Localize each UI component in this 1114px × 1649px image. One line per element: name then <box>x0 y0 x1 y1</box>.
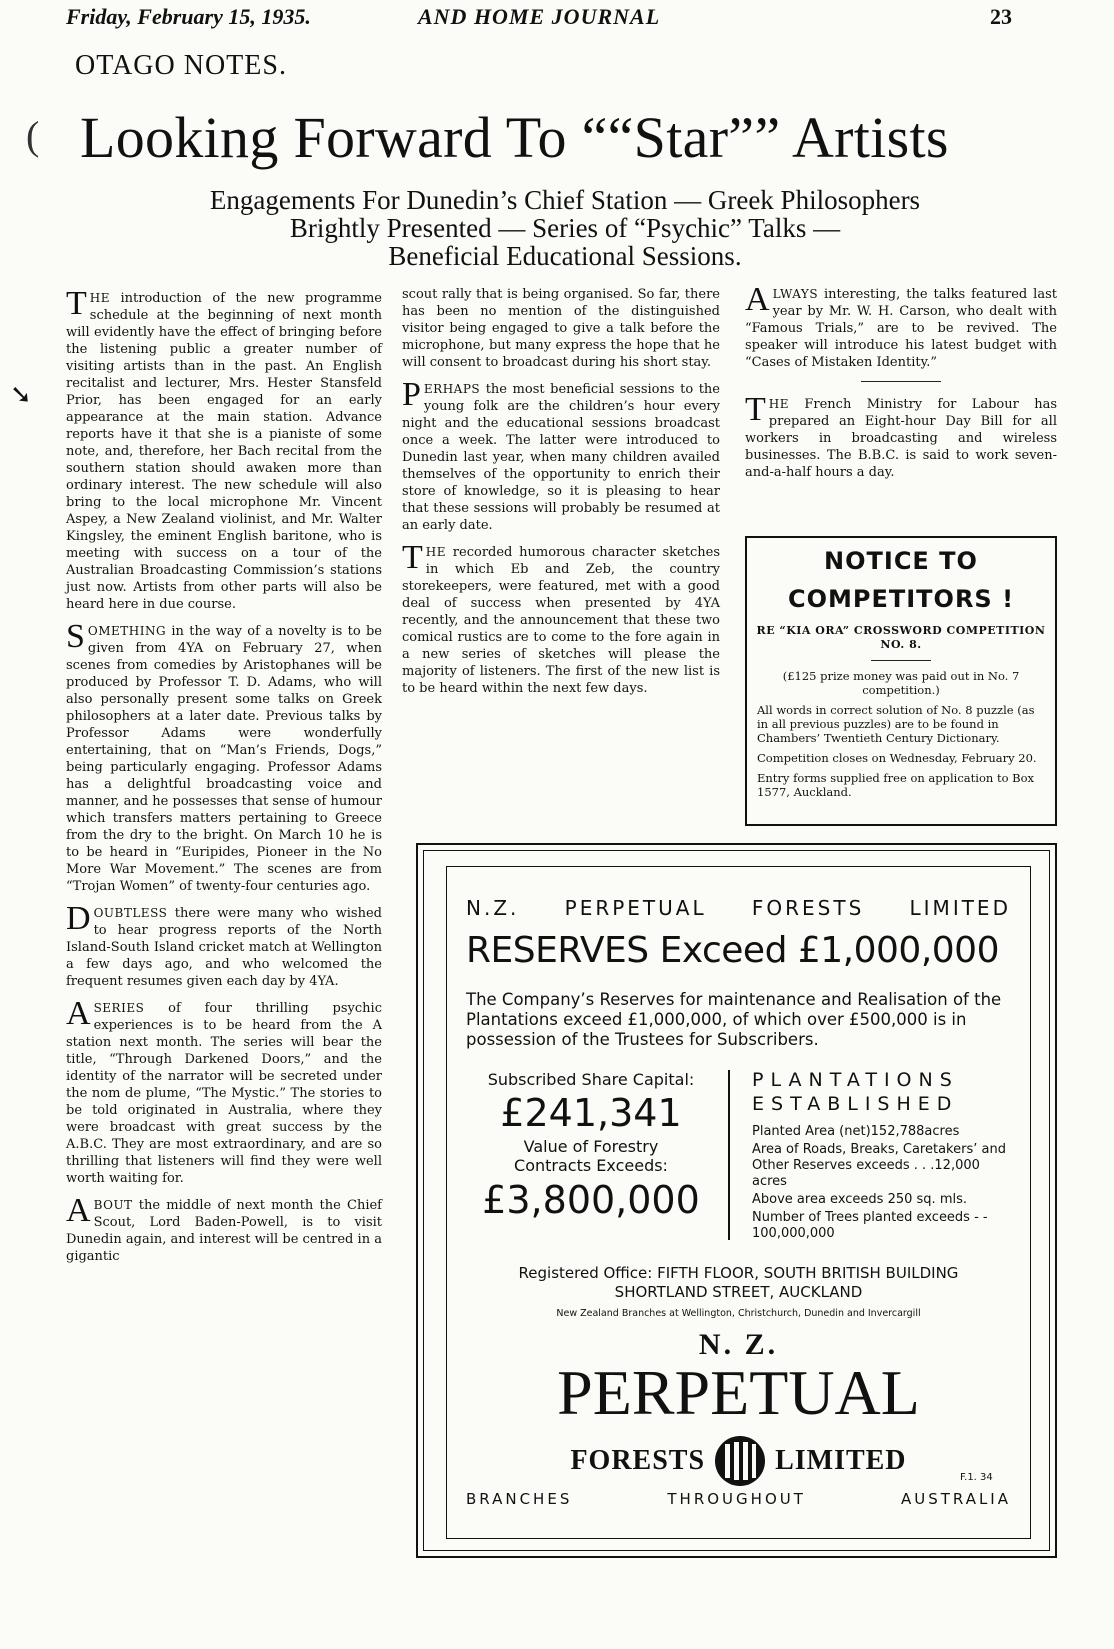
logo-nz: N. Z. <box>698 1328 779 1361</box>
ad-australia-word: AUSTRALIA <box>900 1490 1011 1508</box>
lead-word: HE <box>425 545 447 559</box>
drop-cap: A <box>66 995 91 1032</box>
ad-contracts-value: £3,800,000 <box>482 1178 700 1222</box>
lead-word: LWAYS <box>772 287 819 301</box>
ad-office-line-1: Registered Office: FIFTH FLOOR, SOUTH BRITISH BUILDING <box>518 1264 959 1282</box>
ad-company-nz: N.Z. <box>466 896 520 920</box>
paragraph-text: of four thrilling psychic experiences is to be heard from the A station next month. The series will bear the title, “Through Darkened Doors,” and the identity of the narrator will be secreted under the nom de plume, “The Mystic.” The stories to be told originated in Australia, where they were broadcast with great success by the A.B.C. They are most extraordinary, and are so thrilling that listeners will find they were well worth waiting for. <box>66 1001 382 1186</box>
paragraph <box>66 618 382 895</box>
margin-bracket-mark: ( <box>26 113 40 158</box>
lead-word: HE <box>768 397 790 411</box>
drop-cap: S <box>66 618 85 655</box>
subheadline <box>60 186 1070 270</box>
lead-word: SERIES <box>93 1001 145 1015</box>
issue-date: Friday, February 15, 1935. <box>66 4 311 29</box>
ad-code: F.1. 34 <box>960 1472 993 1483</box>
paragraph-text: recorded humorous character sketches in which Eb and Zeb, the country storekeepers, were featured, met with a good deal of success when presented by 4YA recently, and the announcement that these two comical rustics are to come to the fore again in a new series of sketches will please the majority of listeners. The first of the new list is to be heard within the next few days. <box>402 545 720 696</box>
ad-trees-planted: Number of Trees planted exceeds - - 100,000,000 <box>752 1210 988 1241</box>
notice-competition-ref: RE “KIA ORA” CROSSWORD COMPETITION NO. 8. <box>756 624 1046 651</box>
paragraph <box>745 391 1057 481</box>
section-label: OTAGO NOTES. <box>75 50 287 81</box>
ad-planted-area: Planted Area (net)152,788acres <box>752 1124 960 1139</box>
ad-company-forests: FORESTS <box>751 896 865 920</box>
ad-roads-reserves: Area of Roads, Breaks, Caretakers’ and Other Reserves exceeds . . .12,000 acres <box>752 1142 1006 1189</box>
drop-cap: T <box>66 285 87 322</box>
notice-prize: (£125 prize money was paid out in No. 7 competition.) <box>782 669 1020 697</box>
notice-title-line-2: COMPETITORS ! <box>787 585 1015 613</box>
logo-forests: FORESTS <box>570 1445 706 1476</box>
article-column-3 <box>745 281 1057 491</box>
subhead-line-2: Brightly Presented — Series of “Psychic” Talks — <box>289 213 841 243</box>
notice-to-competitors-box <box>745 536 1057 826</box>
ad-reserves-headline: RESERVES Exceed £1,000,000 <box>466 930 999 971</box>
drop-cap: D <box>66 900 91 937</box>
ad-reserves-paragraph: The Company’s Reserves for maintenance and Realisation of the Plantations exceed £1,000,000, of which over £500,000 is in possession of the Trustees for Subscribers. <box>466 990 1002 1049</box>
drop-cap: T <box>745 391 766 428</box>
notice-words: All words in correct solution of No. 8 puzzle (as in all previous puzzles) are to be found in Chambers’ Twentieth Century Dictionary. <box>757 703 1035 745</box>
paragraph <box>66 285 382 613</box>
paragraph <box>66 1192 382 1265</box>
ad-company-perpetual: PERPETUAL <box>564 896 707 920</box>
ad-vertical-divider <box>728 1070 730 1240</box>
notice-divider <box>871 660 931 661</box>
ad-branches-line <box>466 1490 1011 1508</box>
ad-contracts-label: Value of Forestry Contracts Exceeds: <box>514 1137 668 1175</box>
paragraph <box>402 539 720 697</box>
paragraph <box>745 281 1057 371</box>
ad-plantations-block <box>752 1068 1012 1242</box>
notice-closing-date: Competition closes on Wednesday, February 20. <box>757 751 1037 765</box>
paragraph <box>402 376 720 534</box>
drop-cap: A <box>745 281 770 318</box>
paragraph <box>66 995 382 1187</box>
article-column-2 <box>402 286 720 707</box>
paragraph-text: interesting, the talks featured last year by Mr. W. H. Carson, who dealt with “Famous Trials,” are to be revived. The speaker will introduce his latest budget with “Cases of Mistaken Identity.” <box>745 287 1057 370</box>
ad-nz-branches: New Zealand Branches at Wellington, Christchurch, Dunedin and Invercargill <box>556 1308 921 1319</box>
margin-arrow-mark: ➘ <box>10 380 32 410</box>
ad-company-line <box>466 896 1011 920</box>
paragraph-text: French Ministry for Labour has prepared an Eight-hour Day Bill for all workers in broadcasting and wireless businesses. The B.B.C. is said to work seven-and-a-half hours a day. <box>745 397 1057 480</box>
ad-capital-block <box>466 1070 716 1225</box>
lead-word: OMETHING <box>87 624 167 638</box>
ad-subscribed-label: Subscribed Share Capital: <box>487 1070 695 1089</box>
headline: Looking Forward To ““Star”” Artists <box>80 105 949 170</box>
logo-perpetual: PERPETUAL <box>557 1357 920 1428</box>
ad-throughout-word: THROUGHOUT <box>667 1490 806 1508</box>
article-column-1 <box>66 285 382 1275</box>
logo-limited: LIMITED <box>775 1445 907 1476</box>
paragraph-text: the middle of next month the Chief Scout, Lord Baden-Powell, is to visit Dunedin again, and interest will be centred in a gigantic <box>66 1198 382 1264</box>
ad-established-heading: ESTABLISHED <box>752 1093 959 1115</box>
journal-name: AND HOME JOURNAL <box>418 4 661 29</box>
tree-emblem-icon <box>713 1434 767 1488</box>
ad-company-limited: LIMITED <box>909 896 1011 920</box>
logo-forests-limited <box>466 1434 1011 1488</box>
lead-word: ERHAPS <box>423 382 481 396</box>
drop-cap: A <box>66 1192 91 1229</box>
lead-word: HE <box>89 291 111 305</box>
ad-subscribed-value: £241,341 <box>500 1091 682 1135</box>
ad-above-area: Above area exceeds 250 sq. mls. <box>752 1192 967 1207</box>
paragraph <box>66 900 382 990</box>
notice-entry-forms: Entry forms supplied free on application to Box 1577, Auckland. <box>757 771 1035 799</box>
drop-cap: T <box>402 539 423 576</box>
drop-cap: P <box>402 376 421 413</box>
page-number: 23 <box>990 4 1012 29</box>
subhead-line-3: Beneficial Educational Sessions. <box>388 241 742 271</box>
paragraph: scout rally that is being organised. So far, there has been no mention of the distinguished visitor being engaged to give a talk before the microphone, but many express the hope that he will consent to broadcast during his short stay. <box>402 287 720 370</box>
column-divider <box>861 381 941 382</box>
paragraph-text: there were many who wished to hear progress reports of the North Island-South Island cricket match at Wellington a few days ago, and who welcomed the frequent resumes given each day by 4YA. <box>66 906 382 989</box>
ad-registered-office <box>466 1264 1011 1302</box>
ad-branches-word: BRANCHES <box>466 1490 573 1508</box>
ad-office-line-2: SHORTLAND STREET, AUCKLAND <box>614 1283 863 1301</box>
paragraph-text: the most beneficial sessions to the young folk are the children’s hour every night and the educational sessions broadcast once a week. The latter were introduced to Dunedin last year, when many children availed themselves of the opportunity to enrich their store of knowledge, so it is pleasing to hear that these sessions will probably be resumed at an early date. <box>402 382 720 533</box>
lead-word: BOUT <box>93 1198 133 1212</box>
ad-plantations-heading: PLANTATIONS <box>752 1069 959 1091</box>
notice-title-line-1: NOTICE TO <box>824 547 978 575</box>
subhead-line-1: Engagements For Dunedin’s Chief Station — Greek Philosophers <box>209 185 921 215</box>
paragraph-text: in the way of a novelty is to be given from 4YA on February 27, when scenes from comedies by Aristophanes will be produced by Professor T. D. Adams, who will also personally present some talks on Greek philosophers at a later date. Previous talks by Professor Adams were wonderfully entertaining, that on “Man’s Friends, Dogs,” being particularly engaging. Professor Adams has a delightful broadcasting voice and manner, and he possesses that sense of humour which transfers matters pertaining to Greece from the dry to the bright. On March 10 he is to be heard in “Euripides, Pioneer in the No More War Movement.” The scenes are from “Trojan Women” of twenty-four centuries ago. <box>66 624 382 894</box>
lead-word: OUBTLESS <box>93 906 168 920</box>
paragraph-text: introduction of the new programme schedule at the beginning of next month will evidently have the effect of bringing before the listening public a greater number of visiting artists than in the past. An English recitalist and lecturer, Mrs. Hester Stansfeld Prior, has been engaged for an early appearance at the main station. Advance reports have it that she is a pianiste of some note, and, therefore, her Bach recital from the southern station should awaken more than ordinary interest. The new schedule will also bring to the local microphone Mr. Vincent Aspey, a New Zealand violinist, and Mr. Walter Kingsley, the eminent English baritone, who is meeting with success on a tour of the Australian Broadcasting Commission’s stations just now. Artists from other parts will also be heard here in due course. <box>66 291 382 612</box>
